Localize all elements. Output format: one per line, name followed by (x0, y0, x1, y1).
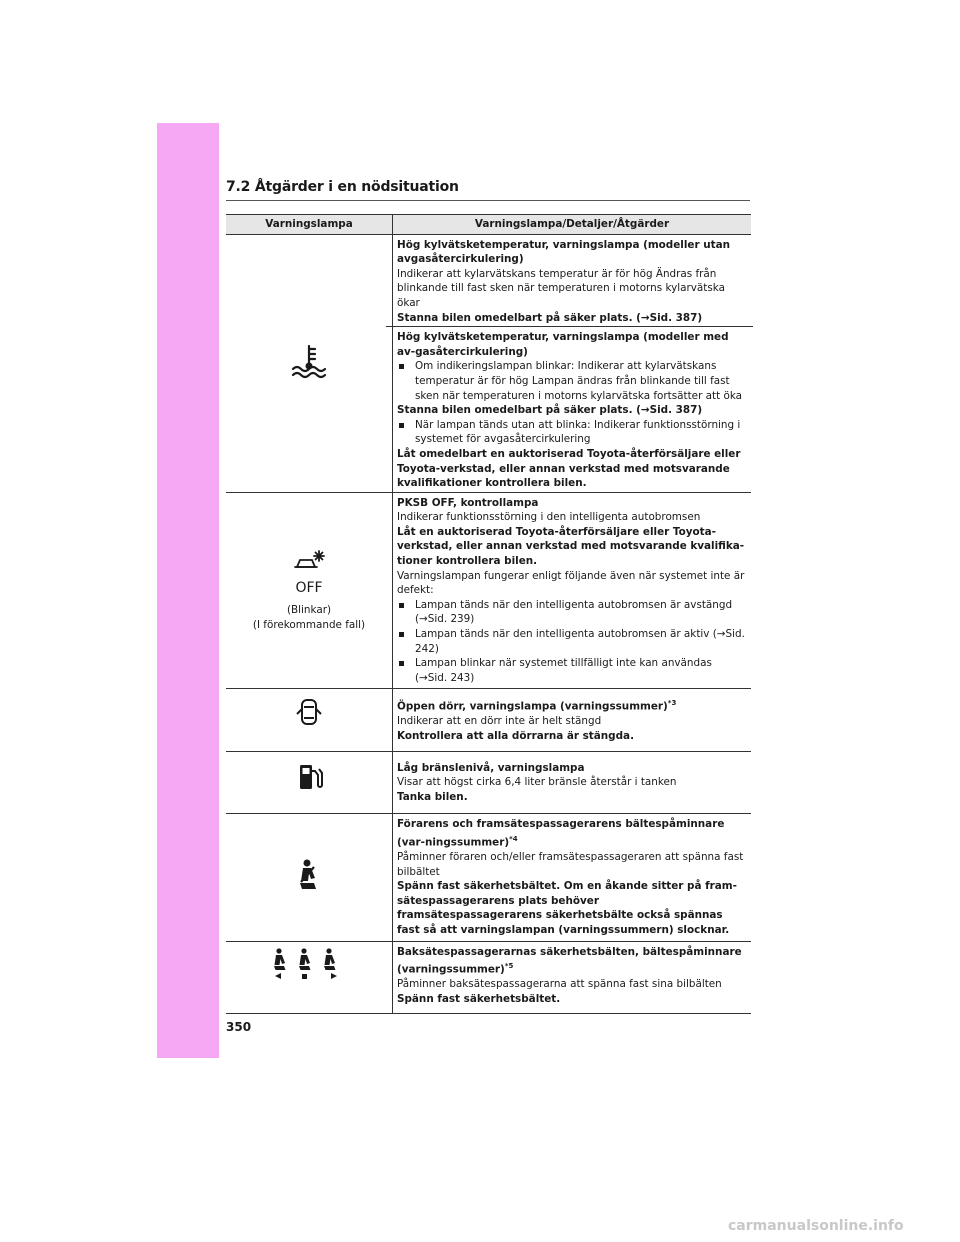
details-cell (393, 492, 752, 689)
fuel-title: Låg bränslenivå, varningslampa (397, 761, 585, 774)
warning-lights-table (226, 214, 751, 1014)
pksb-bullet3: Lampan blinkar när systemet tillfälligt inte kan användas (→Sid. 243) (397, 656, 747, 685)
fuel-desc: Visar att högst cirka 6,4 liter bränsle återstår i tanken (397, 776, 677, 789)
coolant-a-desc: Indikerar att kylarvätskans temperatur är för hög Ändras från blinkande till fast sken när temperaturen i motorns kylarvätska ökar (397, 267, 725, 309)
seatbelt-front-title (397, 817, 747, 850)
open-door-icon (294, 718, 324, 730)
footnote-marker: *3 (667, 699, 677, 708)
details-cell (393, 814, 752, 941)
seatbelt-rear-desc: Påminner baksätespassagerarna att spänna fast sina bilbälten (397, 978, 722, 991)
footnote-marker: *5 (504, 962, 514, 971)
seatbelt-front-title-text: Förarens och framsätespassagerarens bältespåminnare (var-ningssummer) (397, 818, 725, 849)
pksb-title: PKSB OFF, kontrollampa (397, 496, 539, 509)
pksb-caption-optional: (I förekommande fall) (252, 618, 366, 631)
pksb-note: Varningslampan fungerar enligt följande även när systemet inte är defekt: (397, 569, 745, 597)
door-desc: Indikerar att en dörr inte är helt stängd (397, 715, 602, 728)
table-row-pksb (226, 492, 751, 689)
coolant-b-bullet1: Om indikeringslampan blinkar: Indikerar att kylarvätskans temperatur är för hög Lampan ändras från blinkande till fast sken när temperaturen i motorns kylarvätska fortsätter att öka (397, 359, 747, 403)
seatbelt-front-action: Spänn fast säkerhetsbältet. Om en åkande sitter på fram-sätespassagerarens plats behöver framsätespassagerarens säkerhetsbälte också spännas fast så att varningslampan (varningssummern) slocknar. (397, 880, 737, 937)
lamp-cell (226, 689, 393, 751)
coolant-variant-a (397, 235, 747, 327)
coolant-a-title: Hög kylvätsketemperatur, varningslampa (modeller utan avgasåtercirkulering) (397, 238, 730, 266)
fuel-action: Tanka bilen. (397, 790, 468, 803)
rear-seatbelt-icon (269, 972, 349, 984)
door-title-text: Öppen dörr, varningslampa (varningssummer) (397, 700, 668, 713)
page-number: 350 (226, 1020, 252, 1034)
seatbelt-front-desc: Påminner föraren och/eller framsätespassageraren att spänna fast bilbältet (397, 851, 744, 878)
seatbelt-rear-title-text: Baksätespassagerarnas säkerhetsbälten, bältespåminnare (varningssummer) (397, 945, 742, 976)
pksb-caption-blink: (Blinkar) (286, 604, 332, 617)
table-row-seatbelt-front (226, 814, 751, 941)
pksb-bullet2: Lampan tänds när den intelligenta autobromsen är aktiv (→Sid. 242) (397, 627, 747, 656)
section-side-tab (157, 123, 219, 1058)
lamp-cell (226, 234, 393, 492)
coolant-variant-b (386, 326, 753, 492)
column-header-lamp: Varningslampa (226, 215, 393, 235)
fuel-pump-icon (294, 784, 324, 796)
pksb-off-label: OFF (295, 580, 323, 597)
section-heading: 7.2 Åtgärder i en nödsituation (226, 179, 459, 195)
table-row-seatbelt-rear (226, 941, 751, 1013)
coolant-b-title: Hög kylvätsketemperatur, varningslampa (modeller med av-gasåtercirkulering) (397, 331, 729, 358)
table-row-fuel (226, 751, 751, 814)
watermark: carmanualsonline.info (728, 1218, 904, 1234)
footnote-marker: *4 (509, 835, 518, 844)
column-header-details: Varningslampa/Detaljer/Åtgärder (393, 215, 752, 235)
lamp-cell (226, 941, 393, 1013)
seatbelt-rear-action: Spänn fast säkerhetsbältet. (397, 992, 561, 1005)
seatbelt-rear-title (397, 945, 747, 978)
pksb-bullet1: Lampan tänds när den intelligenta autobromsen är avstängd (→Sid. 239) (397, 598, 747, 627)
lamp-cell (226, 751, 393, 814)
coolant-temperature-icon (289, 370, 329, 382)
table-header-row (226, 215, 751, 235)
seatbelt-icon (294, 883, 324, 895)
lamp-cell (226, 814, 393, 941)
table-row-coolant (226, 234, 751, 492)
details-cell (393, 234, 752, 492)
pksb-action: Låt en auktoriserad Toyota-återförsäljare eller Toyota-verkstad, eller annan verkstad med motsvarande kvalifika-tioner kontrollera bilen. (397, 525, 745, 568)
coolant-b-action1: Stanna bilen omedelbart på säker plats. (→Sid. 387) (397, 404, 703, 417)
pksb-desc: Indikerar funktionsstörning i den intelligenta autobromsen (397, 511, 701, 524)
door-action: Kontrollera att alla dörrarna är stängda. (397, 730, 635, 743)
coolant-a-action: Stanna bilen omedelbart på säker plats. (→Sid. 387) (397, 311, 703, 324)
heading-rule (226, 200, 750, 201)
coolant-b-bullet2: När lampan tänds utan att blinka: Indikerar funktionsstörning i systemet för avgasåtercirkulering (397, 418, 747, 447)
details-cell (393, 941, 752, 1013)
details-cell (393, 689, 752, 751)
door-title (397, 696, 747, 714)
table-row-door (226, 689, 751, 751)
details-cell (393, 751, 752, 814)
lamp-cell (226, 492, 393, 689)
coolant-b-action2: Låt omedelbart en auktoriserad Toyota-återförsäljare eller Toyota-verkstad, eller annan verkstad med motsvarande kvalifikationer kontrollera bilen. (397, 447, 741, 490)
